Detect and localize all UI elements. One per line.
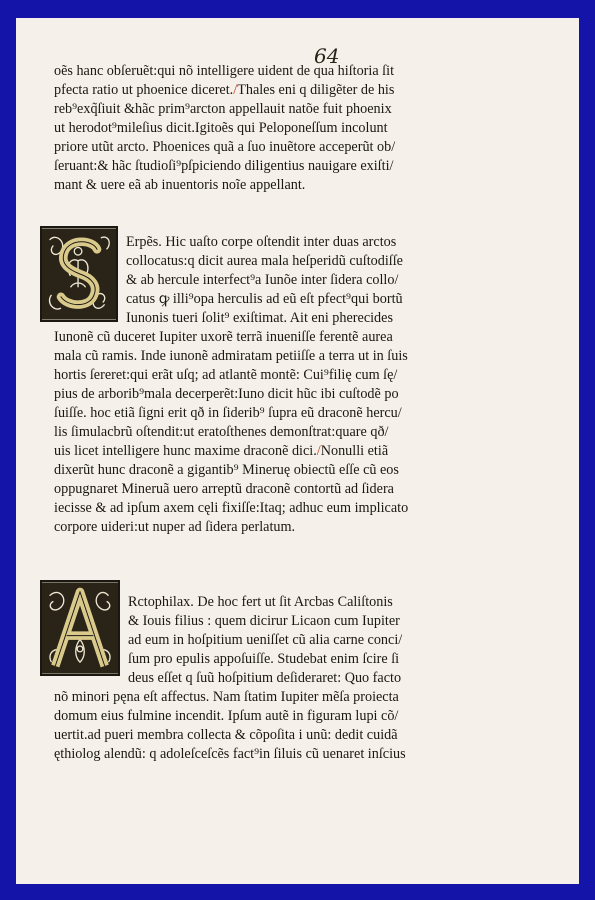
paragraph-arctophilax-indented [128, 593, 559, 688]
manuscript-page [16, 18, 579, 884]
text-line: collocatus:q dicit aurea mala heſperidũ cuſtodiſſe [126, 253, 403, 270]
text-line: domum eius fulmine incendit. Ipſum autẽ in figuram lupi cõ/ [54, 708, 399, 725]
text-line: lis ſimulacbrũ oſtendit:ut eratoſthenes demonſtrat:quare qð/ [54, 424, 389, 441]
text-line: Iunonẽ cũ duceret Iupiter uxorẽ terrã inueniſſe ferentẽ aurea [54, 329, 393, 345]
text-line: Rctophilax. De hoc fert ut ſit Arcbas Caliſtonis [128, 594, 393, 610]
text-line: ad eum in hoſpitium ueniſſet cũ alia carne conci/ [128, 632, 403, 649]
paragraph-serpens [54, 328, 559, 538]
text-line: nõ minori pęna eſt affectus. Nam ſtatim Iupiter mẽſa proiecta [54, 689, 399, 705]
text-line: mala cũ ramis. Inde iunonẽ admiratam petiiſſe a terra ut in ſuis [54, 348, 408, 365]
text-line: & Iouis filius : quem dicirur Licaon cum Iupiter [128, 613, 400, 630]
text-segment: pfecta ratio ut phoenice diceret. [54, 82, 234, 99]
text-line: ut herodot⁹mileſius dicit.Igitoẽs qui Peloponeſſum incolunt [54, 120, 388, 137]
decorated-initial-s [40, 226, 118, 322]
text-line: deus eſſet q ſuũ hoſpitium deſideraret: Quo facto [128, 670, 402, 687]
text-line: ſeruant:& hãc ſtudioſi⁹pſpiciendo diligentius nauigare exiſti/ [54, 158, 394, 175]
text-segment: Thales eni q diligẽter de his [237, 82, 395, 99]
text-line: pius de arborib⁹mala decerperẽt:Iuno dicit hũc ibi cuſtodẽ po [54, 386, 399, 403]
text-line: Erpẽs. Hic uaſto corpe oſtendit inter duas arctos [126, 234, 397, 250]
initial-a-artwork [42, 582, 118, 674]
text-line [54, 442, 559, 461]
text-segment: Nonulli etiã [320, 443, 389, 460]
initial-s-artwork [42, 228, 116, 320]
text-line: corpore uideri:ut nuper ad ſidera perlatum. [54, 519, 296, 536]
text-line: ęthiolog alendũ: q adoleſceſcẽs fact⁹in ſiluis cũ uenaret inſcius [54, 746, 406, 763]
rubric-mark: / [316, 443, 321, 460]
text-line: ſum pro epulis appoſuiſſe. Studebat enim ſcire ſi [128, 651, 400, 668]
text-line: iecisse & ad ipſum axem cęli fixiſſe:Itaq; adhuc eum implicato [54, 500, 409, 517]
text-line: ſuiſſe. hoc etiã ſigni erit qð in ſiderib⁹ ſupra eũ draconẽ hercu/ [54, 405, 402, 422]
text-line: priore utũt arcto. Phoenices quã a ſuo inuẽtore acceperũt ob/ [54, 139, 396, 156]
text-line: dixerũt hunc draconẽ a gigantib⁹ Mineruę obiectũ eſſe cũ eos [54, 462, 399, 479]
text-segment: uis licet intelligere hunc maxime draconẽ dici. [54, 443, 317, 460]
rubric-mark: / [233, 82, 238, 99]
text-line: reb⁹exq̃ſiuit &hãc prim⁹arcton appellauit natõe fuit phoenix [54, 101, 392, 118]
text-line: catus ꝙ illi⁹opa herculis ad eũ eſt pfect⁹qui bortũ [126, 291, 403, 308]
decorated-initial-a [40, 580, 120, 676]
text-line: mant & uere eã ab inuentoris noĩe appellant. [54, 177, 306, 194]
paragraph-arctophilax [54, 688, 559, 764]
paragraph-serpens-indented [126, 233, 559, 328]
text-line: oẽs hanc obſeruẽt:qui nõ intelligere uident de qua hiſtoria ſit [54, 63, 395, 79]
paragraph-astronomy [54, 62, 559, 195]
text-line: Iunonis tueri ſolit⁹ exiſtimat. Ait eni pherecides [126, 310, 393, 327]
text-line [54, 81, 559, 100]
text-line: & ab hercule interfect⁹a Iunõe inter ſidera collo/ [126, 272, 399, 289]
text-line: hortis ſereret:qui erãt uſq; ad atlantẽ montẽ: Cui⁹filię cum ſę/ [54, 367, 398, 384]
text-line: oppugnaret Mineruã uero arreptũ draconẽ contortũ ad ſidera [54, 481, 394, 498]
text-line: uertit.ad pueri membra collecta & cõpoſita i unũ: dedit cuidã [54, 727, 398, 744]
folio-number: 64 [314, 44, 340, 68]
